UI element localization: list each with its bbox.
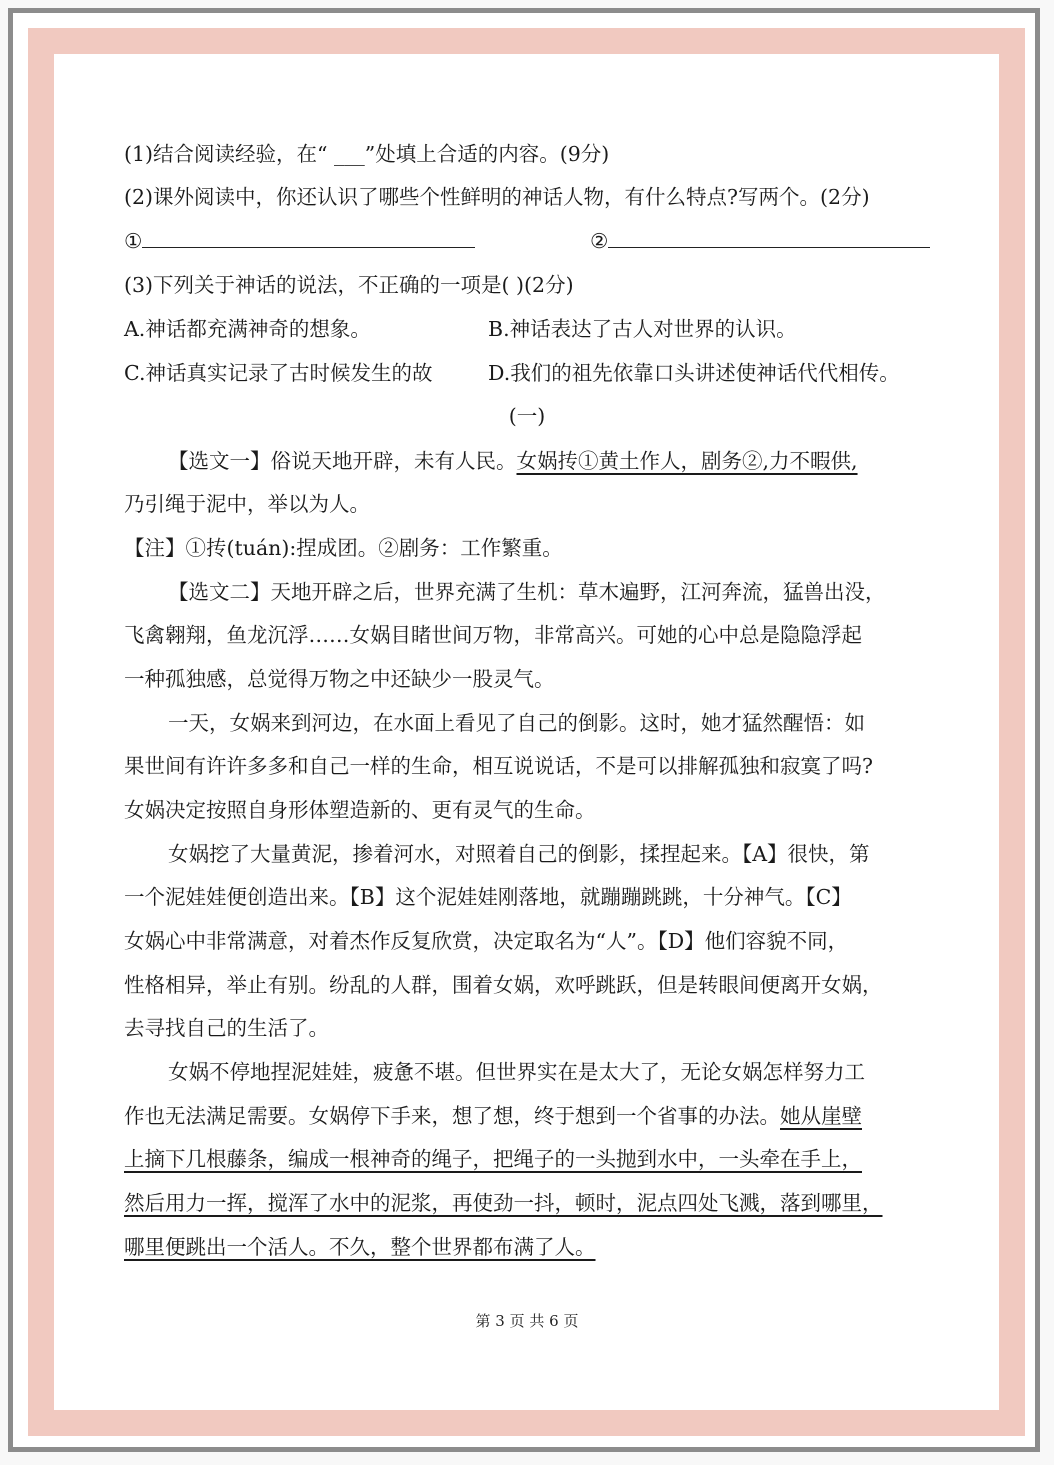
passage2-p4-line2-plain: 作也无法满足需要。女娲停下手来，想了想，终于想到一个省事的办法。 — [124, 1104, 780, 1128]
passage2-p1-line3: 一种孤独感，总觉得万物之中还缺少一股灵气。 — [124, 667, 555, 691]
blank-1-label: ① — [124, 229, 143, 253]
options-row-2 — [124, 358, 932, 388]
option-a: A.神话都充满神奇的想象。 — [124, 317, 371, 341]
passage2-p4-underlined-start: 她从崖壁 — [780, 1104, 862, 1128]
passage2-p4-line2 — [124, 1101, 932, 1131]
passage2-p3-line1: 女娲挖了大量黄泥，掺着河水，对照着自己的倒影，揉捏起来。【A】很快，第 — [168, 842, 870, 866]
passage2-p3-line5: 去寻找自己的生活了。 — [124, 1016, 329, 1040]
passage2-p3-line3: 女娲心中非常满意，对着杰作反复欣赏，决定取名为“人”。【D】他们容貌不同， — [124, 929, 849, 953]
passage2-p4-line1: 女娲不停地捏泥娃娃，疲惫不堪。但世界实在是太大了，无论女娲怎样努力工 — [168, 1060, 865, 1084]
passage2-p2-line2: 果世间有许许多多和自己一样的生命，相互说说话，不是可以排解孤独和寂寞了吗? — [124, 754, 873, 778]
passage1-line1 — [168, 446, 976, 476]
blank-1-line[interactable] — [142, 247, 475, 248]
option-b: B.神话表达了古人对世界的认识。 — [488, 317, 797, 341]
passage1-line2: 乃引绳于泥中，举以为人。 — [124, 492, 370, 516]
passage2-p4-underlined-line1: 上摘下几根藤条，编成一根神奇的绳子，把绳子的一头抛到水中，一头牵在手上， — [124, 1147, 862, 1171]
page-number-footer: 第 3 页 共 6 页 — [475, 1312, 579, 1330]
passage2-p2-line1: 一天，女娲来到河边，在水面上看见了自己的倒影。这时，她才猛然醒悟：如 — [168, 711, 865, 735]
passage2-p1-line1: 【选文二】天地开辟之后，世界充满了生机：草木遍野，江河奔流，猛兽出没， — [168, 580, 886, 604]
question-3: (3)下列关于神话的说法，不正确的一项是( )(2分) — [124, 273, 574, 297]
option-c: C.神话真实记录了古时候发生的故 — [124, 361, 433, 385]
annotation-note: 【注】①抟(tuán):捏成团。②剧务：工作繁重。 — [124, 536, 563, 560]
passage2-p2-line3: 女娲决定按照自身形体塑造新的、更有灵气的生命。 — [124, 798, 596, 822]
passage2-p4-underlined-line2: 然后用力一挥，搅浑了水中的泥浆，再使劲一抖，顿时，泥点四处飞溅，落到哪里， — [124, 1191, 883, 1215]
blank-2-label: ② — [590, 229, 609, 253]
passage1-line1-plain: 【选文一】俗说天地开辟，未有人民。 — [168, 449, 517, 473]
section-heading: (一) — [508, 404, 546, 428]
options-row-1 — [124, 314, 932, 344]
passage2-p1-line2: 飞禽翱翔，鱼龙沉浮……女娲目睹世间万物，非常高兴。可她的心中总是隐隐浮起 — [124, 623, 862, 647]
blank-2-line[interactable] — [608, 247, 930, 248]
answer-blanks-row — [124, 226, 932, 256]
passage2-p3-line4: 性格相异，举止有别。纷乱的人群，围着女娲，欢呼跳跃，但是转眼间便离开女娲， — [124, 973, 883, 997]
passage2-p3-line2: 一个泥娃娃便创造出来。【B】这个泥娃娃刚落地，就蹦蹦跳跳，十分神气。【C】 — [124, 885, 852, 909]
question-2: (2)课外阅读中，你还认识了哪些个性鲜明的神话人物，有什么特点?写两个。(2分) — [124, 185, 870, 209]
passage2-p4-underlined-line3: 哪里便跳出一个活人。不久，整个世界都布满了人。 — [124, 1235, 596, 1259]
question-1: (1)结合阅读经验，在“ ___”处填上合适的内容。(9分) — [124, 142, 610, 166]
option-d: D.我们的祖先依靠口头讲述使神话代代相传。 — [488, 361, 900, 385]
passage1-underlined-sentence: 女娲抟①黄土作人，剧务②,力不暇供, — [516, 449, 858, 473]
blank-2-group — [590, 226, 930, 256]
